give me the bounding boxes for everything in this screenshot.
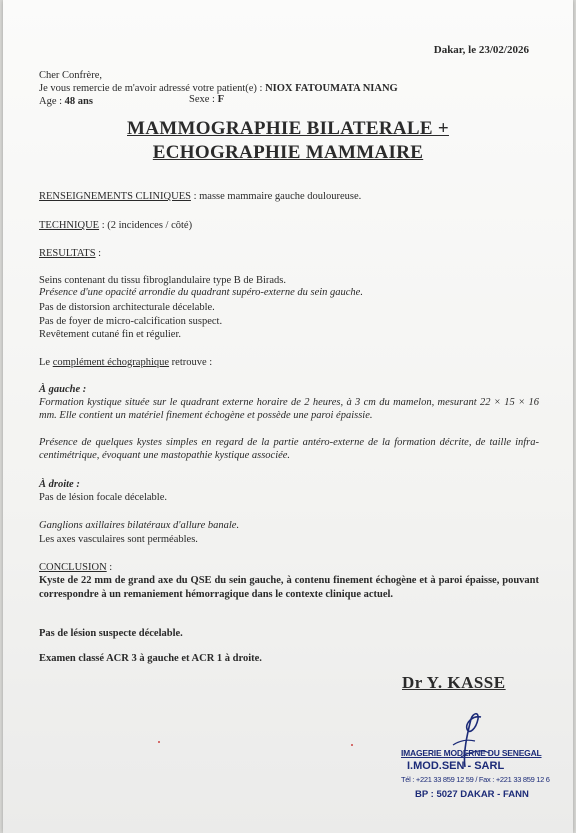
stamp-line-2: I.MOD.SEN - SARL xyxy=(407,760,505,772)
droite-heading: À droite : xyxy=(39,479,80,490)
title-line-2: ECHOGRAPHIE MAMMAIRE xyxy=(152,142,424,163)
stamp-line-1: IMAGERIE MODERNE DU SENEGAL xyxy=(401,748,542,758)
stamp-line-4: BP : 5027 DAKAR - FANN xyxy=(415,789,529,800)
greeting: Cher Confrère, xyxy=(39,70,102,81)
ink-dot xyxy=(351,744,353,746)
doctor-signature-name: Dr Y. KASSE xyxy=(402,673,506,692)
resultats-label: RESULTATS xyxy=(39,248,96,259)
complement-line xyxy=(39,357,212,368)
technique-value: : (2 incidences / côté) xyxy=(99,220,193,231)
renseignements-value: : masse mammaire gauche douloureuse. xyxy=(190,191,362,202)
droite-line: Pas de lésion focale décelable. xyxy=(39,492,167,503)
title-line-1: MAMMOGRAPHIE BILATERALE + xyxy=(127,118,449,139)
renseignements-line xyxy=(39,191,361,202)
sex-value: F xyxy=(217,94,224,105)
ink-dot xyxy=(158,741,160,743)
complement-suffix: retrouve : xyxy=(169,357,213,368)
conclusion-suffix: : xyxy=(106,562,113,573)
complement-link: complément échographique xyxy=(52,357,170,368)
resultats-suffix: : xyxy=(95,248,102,259)
sex-label: Sexe : xyxy=(189,94,218,105)
conclusion-label: CONCLUSION xyxy=(39,562,107,573)
resultats-line: Revêtement cutané fin et régulier. xyxy=(39,329,181,340)
referral-text: Je vous remercie de m'avoir adressé votre patient(e) : xyxy=(39,83,266,94)
resultats-line: Présence d'une opacité arrondie du quadrant supéro-externe du sein gauche. xyxy=(39,287,363,298)
age-line xyxy=(39,96,93,107)
gauche-paragraph-1: Formation kystique située sur le quadrant externe horaire de 2 heures, à 3 cm du mamelon, mesurant 22 × 15 × 16 mm. Elle contient un matériel finement échogène et possède une paroi épaissie. xyxy=(39,397,539,421)
conclusion-acr: Examen classé ACR 3 à gauche et ACR 1 à droite. xyxy=(39,653,262,664)
technique-line xyxy=(39,220,192,231)
report-page xyxy=(3,0,573,833)
complement-prefix: Le xyxy=(39,357,53,368)
gauche-paragraph-2: Présence de quelques kystes simples en regard de la partie antéro-externe de la formation décrite, de taille infra-centimétrique, évoquant une mastopathie kystique associée. xyxy=(39,437,539,461)
resultats-line: Pas de distorsion architecturale décelable. xyxy=(39,302,215,313)
resultats-line: Seins contenant du tissu fibroglandulaire type B de Birads. xyxy=(39,275,286,286)
stamp-line-3: Tél : +221 33 859 12 59 / Fax : +221 33 859 12 6 xyxy=(401,775,550,784)
report-date: Dakar, le 23/02/2026 xyxy=(433,44,529,56)
technique-label: TECHNIQUE xyxy=(39,220,100,231)
patient-name: NIOX FATOUMATA NIANG xyxy=(265,83,398,94)
age-value: 48 ans xyxy=(64,96,93,107)
renseignements-label: RENSEIGNEMENTS CLINIQUES xyxy=(39,191,191,202)
conclusion-heading xyxy=(39,562,112,573)
sex-line xyxy=(189,94,224,105)
conclusion-no-lesion: Pas de lésion suspecte décelable. xyxy=(39,628,183,639)
resultats-heading xyxy=(39,248,101,259)
referral-line xyxy=(39,83,398,94)
vascular-line: Les axes vasculaires sont perméables. xyxy=(39,534,198,545)
gauche-heading: À gauche : xyxy=(39,384,87,395)
age-label: Age : xyxy=(39,96,65,107)
resultats-line: Pas de foyer de micro-calcification suspect. xyxy=(39,316,223,327)
ganglions-line: Ganglions axillaires bilatéraux d'allure banale. xyxy=(39,520,240,531)
conclusion-paragraph: Kyste de 22 mm de grand axe du QSE du sein gauche, à contenu finement échogène et à paroi épaisse, pouvant correspondre à un remaniement hémorragique dans le contexte clinique actuel. xyxy=(39,575,539,600)
